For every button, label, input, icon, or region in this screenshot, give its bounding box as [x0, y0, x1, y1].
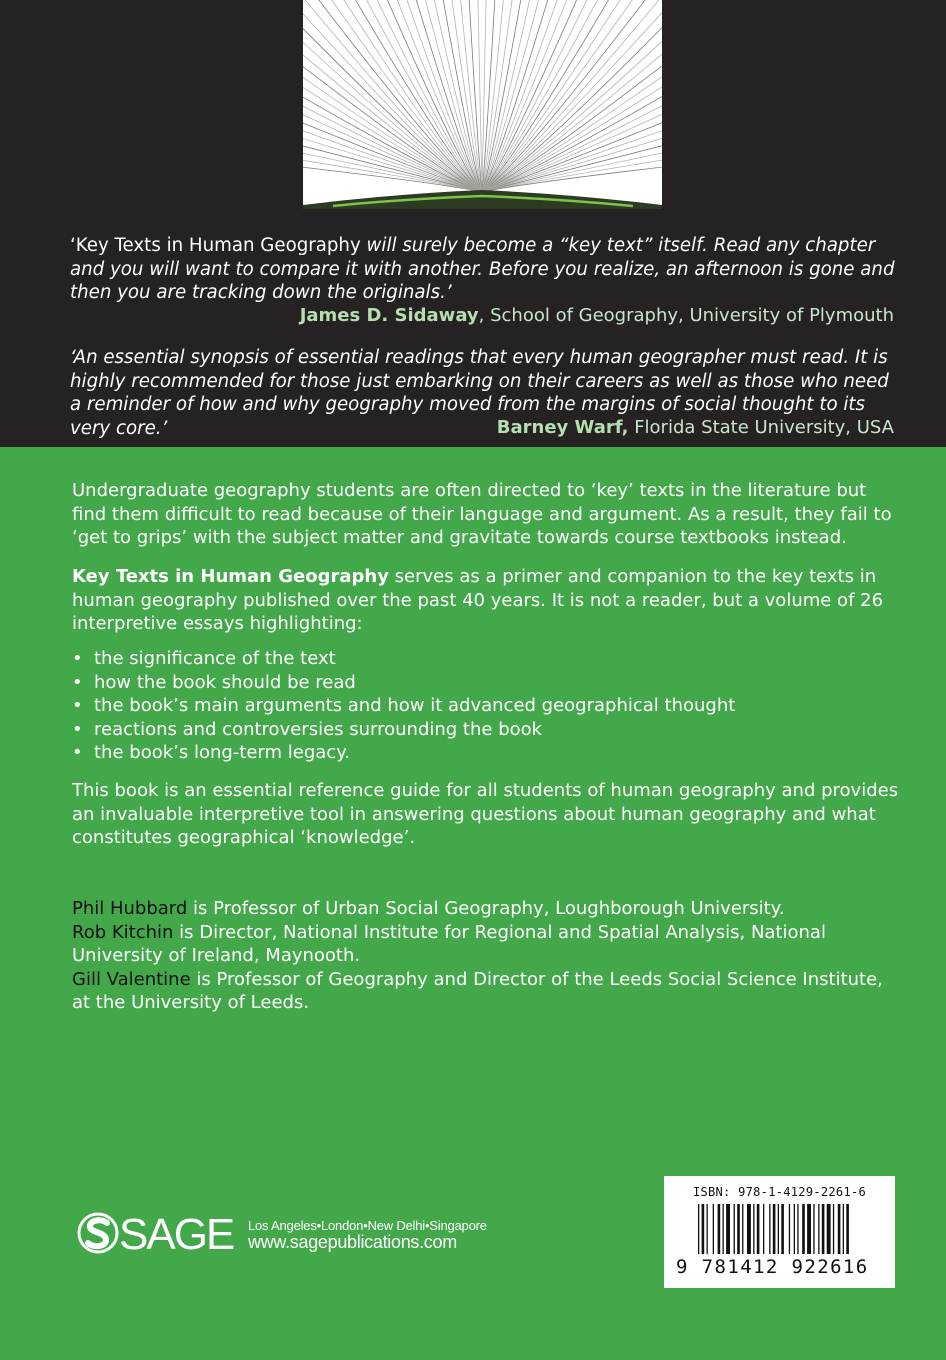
barcode-bar: [813, 1204, 814, 1254]
book-title-inline: Key Texts in Human Geography: [72, 566, 389, 587]
barcode-bar: [713, 1204, 714, 1254]
barcode-bar: [822, 1204, 825, 1254]
publisher-website: www.sagepublications.com: [248, 1232, 457, 1252]
barcode-bar: [789, 1204, 790, 1254]
author-desc-2: is Director, National Institute for Regional and Spatial Analysis, National University of Ireland, Maynooth.: [72, 921, 826, 966]
barcode-bar: [723, 1204, 724, 1254]
reviewer-affiliation-1: , School of Geography, University of Plymouth: [478, 305, 894, 326]
review-quote-1-text: will surely become a “key text” itself. Read any chapter and you will want to compare it with another. Before you realize, an afternoon is gone and then you are tracking down the originals.’: [70, 235, 895, 304]
review-quote-1-title: ‘Key Texts in Human Geography: [70, 235, 361, 256]
barcode-digits: 9 781412 922616: [676, 1256, 869, 1278]
barcode-bar: [757, 1204, 760, 1254]
barcode-bar: [702, 1204, 705, 1254]
barcode-bar: [838, 1204, 841, 1254]
description-paragraph-2: [72, 565, 902, 636]
barcode-bar: [807, 1204, 811, 1254]
list-item: • the significance of the text: [72, 647, 902, 671]
barcode-bar: [846, 1204, 849, 1254]
reviewer-name-2: Barney Warf,: [496, 417, 629, 438]
barcode-block: [664, 1176, 895, 1288]
list-item: • how the book should be read: [72, 671, 902, 695]
barcode-bar: [843, 1204, 844, 1254]
barcode-bar: [737, 1204, 740, 1254]
review-attribution-1: [300, 304, 894, 327]
review-quote-2: ‘An essential synopsis of essential readings that every human geographer must read. It is highly recommended for those just embarking on their careers as well as those who need a reminder of how and why geography moved from the margins of social thought to its very core.’: [70, 347, 889, 439]
barcode-bar: [818, 1204, 819, 1254]
author-desc-3: is Professor of Geography and Director of the Leeds Social Science Institute, at the University of Leeds.: [72, 968, 883, 1013]
barcode-bar: [726, 1204, 730, 1254]
barcode-bar: [778, 1204, 779, 1254]
author-bios: [72, 897, 902, 1015]
barcode-bar: [781, 1204, 784, 1254]
review-quote-1: [70, 234, 896, 305]
highlights-list: [72, 647, 902, 765]
author-name-1: Phil Hubbard: [72, 898, 188, 919]
author-bio-3: [72, 968, 902, 1015]
publisher-locations: Los Angeles•London•New Delhi•Singapore: [248, 1218, 487, 1233]
description-paragraph-2-text: serves as a primer and companion to the key texts in human geography published over the past 40 years. It is not a reader, but a volume of 26 interpretive essays highlighting:: [72, 566, 884, 634]
open-book-photo: [303, 0, 662, 209]
author-name-2: Rob Kitchin: [72, 921, 174, 943]
barcode-bar: [827, 1204, 831, 1254]
author-desc-1: is Professor of Urban Social Geography, Loughborough University.: [187, 898, 785, 919]
barcode-bar: [763, 1204, 764, 1254]
sage-logo-text: SAGE: [119, 1210, 234, 1256]
barcode-bar: [833, 1204, 834, 1254]
reviewer-name-1: James D. Sidaway: [299, 305, 479, 326]
author-name-3: Gill Valentine: [72, 968, 191, 990]
barcode-bar: [698, 1204, 699, 1254]
barcode-bar: [742, 1204, 743, 1254]
top-band: [0, 0, 946, 447]
barcode-bar: [773, 1204, 776, 1254]
barcode-bar: [797, 1204, 798, 1254]
description-paragraph-1: Undergraduate geography students are often directed to ‘key’ texts in the literature but find them difficult to read because of their language and argument. As a result, they fail to ‘get to grips’ with the subject matter and gravitate towards course textbooks instead.: [72, 480, 892, 548]
barcode-bar: [802, 1204, 805, 1254]
barcode-bar: [794, 1204, 795, 1254]
reviewer-affiliation-2: Florida State University, USA: [628, 417, 894, 438]
barcode-bar: [747, 1204, 751, 1254]
list-item: • reactions and controversies surrounding the book: [72, 718, 902, 742]
list-item: • the book’s long-term legacy.: [72, 741, 902, 765]
description-paragraph-3: This book is an essential reference guide for all students of human geography and provides an invaluable interpretive tool in answering questions about human geography and what constitutes geographical ‘knowledge’.: [72, 780, 899, 848]
author-bio-1: [72, 897, 902, 921]
review-attribution-2: [497, 416, 894, 439]
barcode-bar: [769, 1204, 770, 1254]
barcode-bar: [734, 1204, 735, 1254]
isbn-label: ISBN: 978-1-4129-2261-6: [692, 1185, 867, 1199]
sage-logo: [76, 1210, 236, 1256]
list-item: • the book’s main arguments and how it advanced geographical thought: [72, 694, 902, 718]
barcode-bar: [707, 1204, 708, 1254]
barcode-bar: [753, 1204, 754, 1254]
author-bio-2: [72, 921, 902, 968]
barcode-bar: [718, 1204, 721, 1254]
